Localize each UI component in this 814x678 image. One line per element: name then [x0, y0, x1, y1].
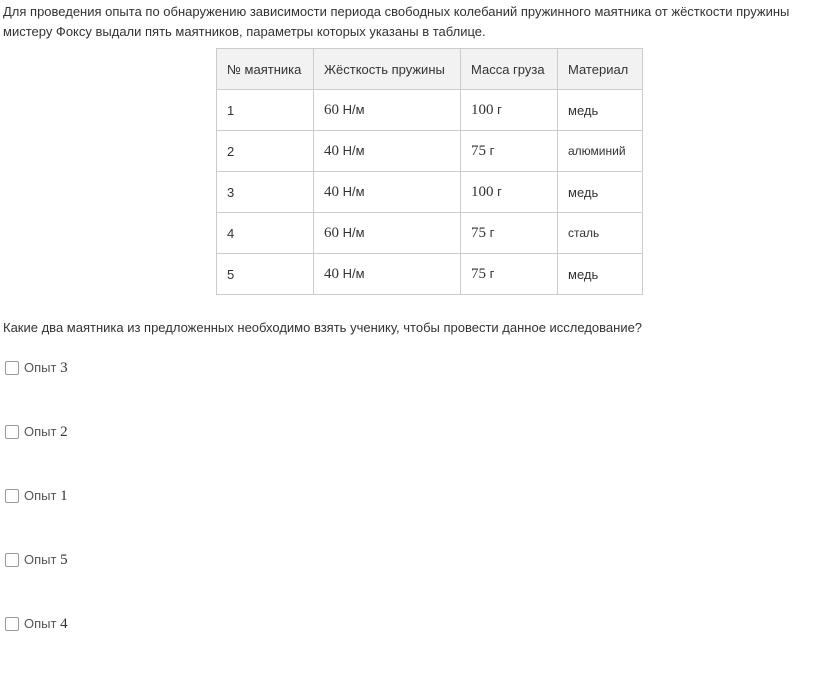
mass-unit: г: [497, 183, 502, 199]
cell-pendulum-number: 1: [217, 90, 314, 131]
cell-pendulum-number: 3: [217, 172, 314, 213]
stiffness-value: 40: [324, 265, 339, 282]
cell-mass: [461, 172, 558, 213]
cell-stiffness: [314, 254, 461, 295]
header-spring-stiffness: Жёсткость пружины: [314, 49, 461, 90]
stiffness-value: 60: [324, 101, 339, 118]
cell-stiffness: [314, 90, 461, 131]
option-item[interactable]: [5, 486, 68, 550]
header-material: Материал: [558, 49, 643, 90]
mass-unit: г: [489, 142, 495, 158]
mass-value: 75: [471, 265, 486, 282]
cell-pendulum-number: 4: [217, 213, 314, 254]
stiffness-unit: Н/м: [342, 183, 365, 199]
stiffness-unit: Н/м: [342, 101, 365, 117]
option-number: 2: [60, 424, 68, 440]
stiffness-value: 40: [324, 183, 339, 200]
option-checkbox[interactable]: [5, 489, 19, 503]
option-item[interactable]: [5, 358, 68, 422]
cell-material: алюминий: [558, 131, 643, 172]
cell-mass: [461, 90, 558, 131]
option-item[interactable]: [5, 614, 68, 678]
stiffness-value: 60: [324, 224, 339, 241]
option-label[interactable]: [24, 550, 68, 570]
table-header-row: [217, 49, 643, 90]
cell-pendulum-number: 5: [217, 254, 314, 295]
option-checkbox[interactable]: [5, 553, 19, 567]
mass-value: 100: [471, 101, 494, 118]
option-number: 5: [60, 552, 68, 568]
table-row: [217, 254, 643, 295]
mass-unit: г: [489, 224, 495, 240]
header-load-mass: Масса груза: [461, 49, 558, 90]
mass-unit: г: [497, 101, 502, 117]
mass-value: 100: [471, 183, 494, 200]
mass-unit: г: [489, 265, 495, 281]
option-label-text: Опыт: [24, 424, 57, 439]
option-label[interactable]: [24, 614, 68, 634]
option-label[interactable]: [24, 422, 68, 442]
stiffness-unit: Н/м: [342, 142, 365, 158]
cell-stiffness: [314, 131, 461, 172]
option-checkbox[interactable]: [5, 361, 19, 375]
mass-value: 75: [471, 224, 486, 241]
cell-material: медь: [558, 172, 643, 213]
stiffness-unit: Н/м: [342, 265, 365, 281]
cell-mass: [461, 254, 558, 295]
table-row: [217, 213, 643, 254]
cell-material: медь: [558, 90, 643, 131]
option-checkbox[interactable]: [5, 617, 19, 631]
header-pendulum-number: № маятника: [217, 49, 314, 90]
option-checkbox[interactable]: [5, 425, 19, 439]
answer-options: [5, 358, 68, 678]
cell-material: медь: [558, 254, 643, 295]
cell-material: сталь: [558, 213, 643, 254]
question-text: Какие два маятника из предложенных необходимо взять ученику, чтобы провести данное исследование?: [3, 320, 643, 335]
option-label[interactable]: [24, 486, 68, 506]
option-label-text: Опыт: [24, 616, 57, 631]
option-label[interactable]: [24, 358, 68, 378]
cell-mass: [461, 131, 558, 172]
stiffness-value: 40: [324, 142, 339, 159]
option-label-text: Опыт: [24, 360, 57, 375]
cell-stiffness: [314, 172, 461, 213]
option-item[interactable]: [5, 550, 68, 614]
option-label-text: Опыт: [24, 488, 57, 503]
table-row: [217, 90, 643, 131]
stiffness-unit: Н/м: [342, 224, 365, 240]
mass-value: 75: [471, 142, 486, 159]
intro-text: Для проведения опыта по обнаружению зависимости периода свободных колебаний пружинного маятника от жёсткости пружины мистеру Фоксу выдали пять маятников, параметры которых указаны в таблице.: [3, 4, 790, 39]
option-number: 4: [60, 616, 68, 632]
option-item[interactable]: [5, 422, 68, 486]
cell-mass: [461, 213, 558, 254]
option-label-text: Опыт: [24, 552, 57, 567]
option-number: 3: [60, 360, 68, 376]
table-row: [217, 172, 643, 213]
cell-pendulum-number: 2: [217, 131, 314, 172]
cell-stiffness: [314, 213, 461, 254]
option-number: 1: [60, 488, 68, 504]
pendulum-table: [216, 48, 643, 295]
table-row: [217, 131, 643, 172]
